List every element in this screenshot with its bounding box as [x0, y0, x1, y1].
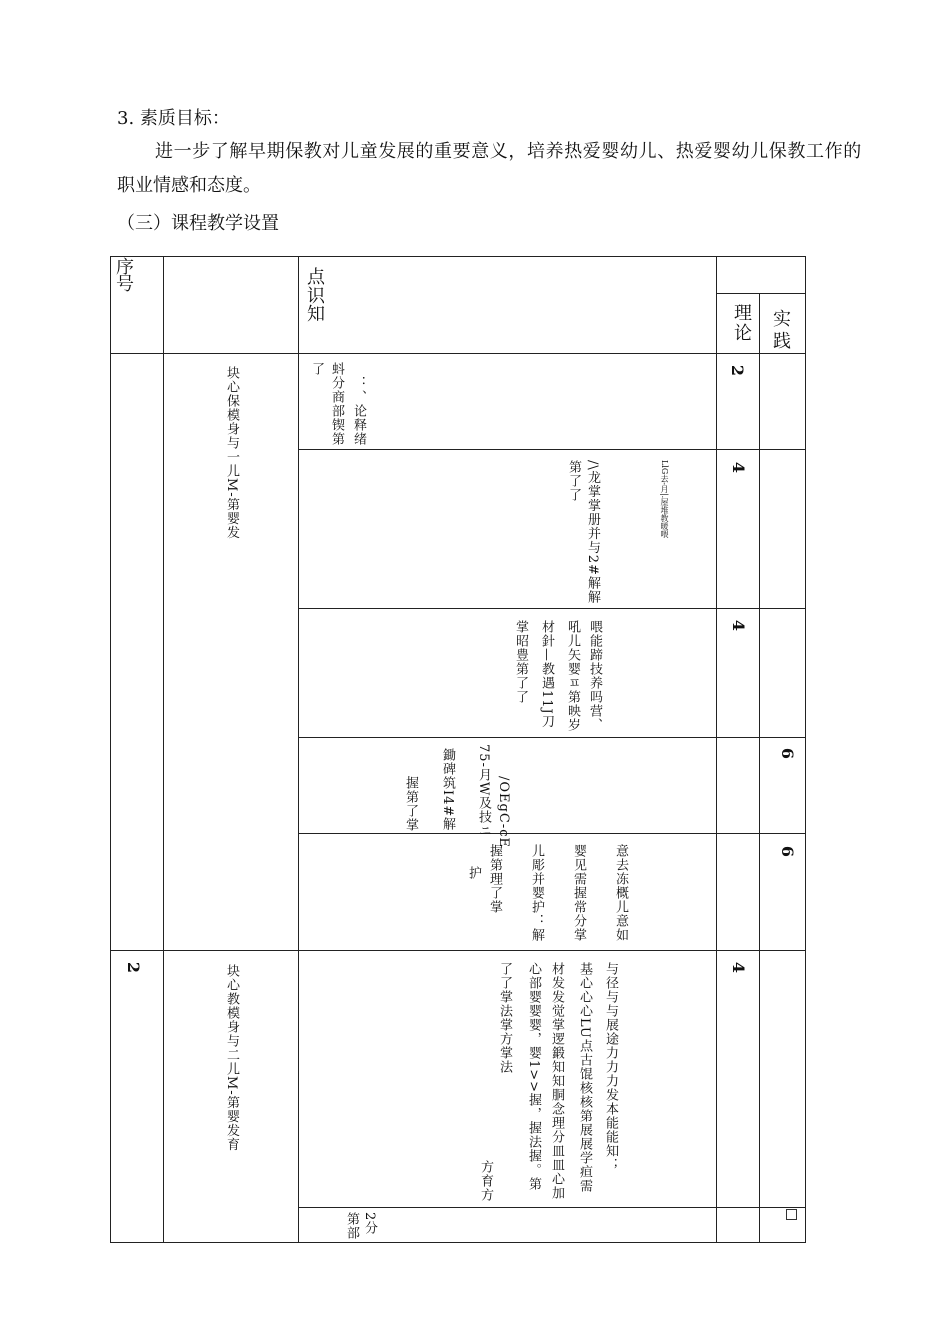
- m1-r4-text-a: 握第了掌: [403, 776, 418, 832]
- body-line-2: 职业情感和态度。: [117, 175, 261, 196]
- row-line-1: [298, 449, 806, 450]
- m2-r1-text-d: 材发发觉掌逻鍛知知胴念理分皿皿心加: [549, 962, 564, 1200]
- row-line-header: [110, 353, 806, 354]
- m1-r5-text-e: 意去冻概儿意如: [613, 844, 628, 942]
- module1-title: 块心保模身与一儿M-第婴发: [224, 366, 239, 540]
- body-line-1: 进一步了解早期保教对儿童发展的重要意义，培养热爱婴幼儿、热爱婴幼儿保教工作的: [155, 141, 862, 162]
- m2-r1-text-a: 方育方: [478, 1160, 493, 1202]
- table-border-bottom: [110, 1242, 806, 1243]
- m2-r1-text-f: 与径与与展途力力力发本能能知；: [603, 962, 618, 1172]
- row-line-2: [298, 608, 806, 609]
- m2-r1-text-e: 基心心心LU点古馄核核第展展学疸需: [577, 962, 592, 1193]
- m2-r2-text-a: 第部: [344, 1212, 359, 1240]
- m1-r2-theory: 4: [729, 461, 749, 474]
- header-practice-1: 实: [773, 309, 791, 330]
- module2-title: 块心教模身与二儿M-第婴发育: [224, 964, 239, 1152]
- m1-r5-text-c: 儿彫并婴护：解: [529, 844, 544, 942]
- m1-r5-practice: 6: [778, 845, 798, 858]
- table-border-right: [805, 256, 806, 1243]
- m1-r1-text-a: 了: [309, 362, 324, 376]
- header-knowledge-1: 点: [307, 267, 325, 288]
- m2-r1-text-c: 心部婴婴婴，婴1>>握，握法握。第: [526, 962, 541, 1192]
- table-border-top: [110, 256, 806, 257]
- m1-r1-text-b: 蚪分商部锲第: [329, 362, 344, 446]
- m1-r5-text-d: 婴见需握常分掌: [571, 844, 586, 942]
- header-subline: [716, 293, 806, 294]
- m1-r5-text-a: 护: [466, 866, 481, 880]
- header-knowledge-2: 识: [307, 286, 325, 307]
- header-theory-2: 论: [734, 323, 752, 344]
- row-line-4: [298, 833, 806, 834]
- m1-r3-text-d: 喂能蹄技养吗营、: [587, 620, 602, 732]
- m1-r3-theory: 4: [729, 619, 749, 632]
- m1-r4-text-c: 75-月W及技ニ: [476, 744, 491, 839]
- col-line-3: [716, 256, 717, 1243]
- table-border-left: [110, 256, 111, 1243]
- m1-r2-text-a: 第了了: [566, 460, 581, 502]
- item3-heading: 3. 素质目标：: [117, 108, 230, 129]
- m1-r1-text-c: ：、论释绪: [351, 376, 366, 446]
- m1-r5-text-b: 握第理了掌: [487, 844, 502, 914]
- m1-r4-text-d: /OEgC-cE: [496, 776, 511, 848]
- col-line-2: [298, 256, 299, 1243]
- header-practice-2: 践: [773, 331, 791, 352]
- header-knowledge-3: 知: [307, 304, 325, 325]
- header-theory-1: 理: [734, 303, 752, 324]
- m1-r3-text-a: 掌昭豊第了了: [513, 620, 528, 704]
- m1-r1-theory: 2: [728, 364, 748, 377]
- m2-r1-theory: 4: [729, 961, 749, 974]
- m1-r2-text-b: /\龙掌掌册并与2#解解: [585, 460, 600, 604]
- row-line-3: [298, 737, 806, 738]
- module2-seq: 2: [124, 961, 144, 974]
- m1-r3-text-c: 吼儿矢婴ㅍ第映岁: [565, 620, 580, 732]
- m1-r4-practice: 6: [778, 747, 798, 760]
- m1-r2-text-c: LlG去-月|.屋堆教暖喂: [660, 460, 669, 539]
- m2-r1-text-b: 了了掌法掌方掌法: [497, 962, 512, 1074]
- row-line-5: [298, 1207, 806, 1208]
- practice-checkbox[interactable]: [786, 1209, 797, 1220]
- section-title: （三）课程教学设置: [117, 213, 279, 234]
- m1-r4-text-b: 鋤碑筑I4#解: [440, 748, 455, 832]
- row-line-module: [110, 950, 806, 951]
- header-seq-bottom: 号: [116, 274, 134, 295]
- m2-r2-text-b: 2分: [362, 1212, 377, 1236]
- header-seq-top: 序: [116, 257, 134, 278]
- col-line-4: [759, 293, 760, 1243]
- m1-r3-text-b: 材針—教遇11J刀: [539, 620, 554, 729]
- col-line-1: [163, 256, 164, 1243]
